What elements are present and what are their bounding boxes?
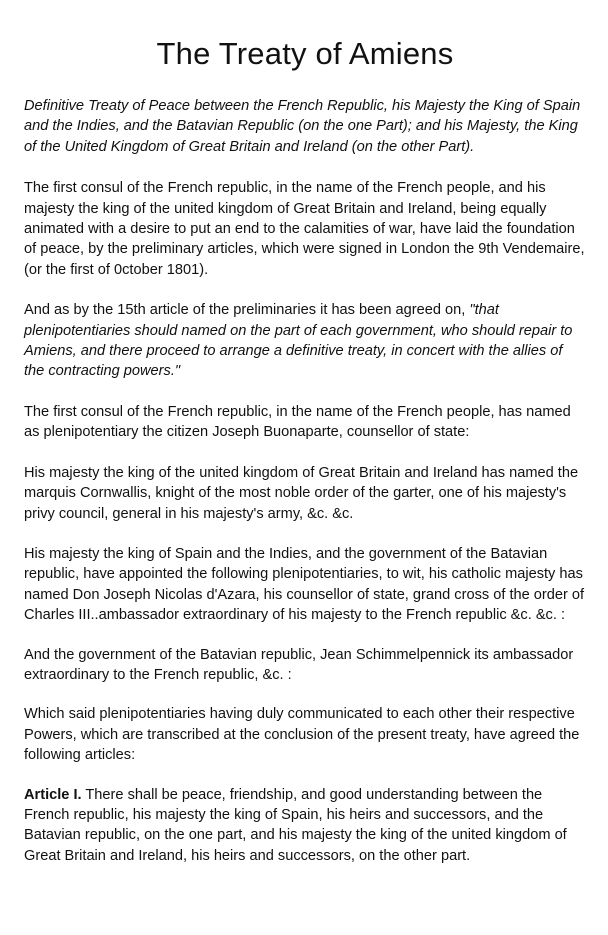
paragraph-15th-article — [24, 300, 586, 382]
paragraph-15th-article-quote: "that plenipotentiaries should named on the part of each government, who should repair to Amiens, and there proceed to arrange a definitive treaty, in concert with the allies of the contracting powers." — [24, 302, 573, 380]
paragraph-french-plenipotentiary: The first consul of the French republic, in the name of the French people, has named as plenipotentiary the citizen Joseph Buonaparte, counsellor of state: — [24, 403, 571, 441]
article-1 — [24, 785, 586, 867]
article-1-text: There shall be peace, friendship, and good understanding between the French republic, his majesty the king of Spain, his heirs and successors, and the Batavian republic, on the one part, and his majesty the king of the united kingdom of Great Britain and Ireland, his heirs and successors, on the other part. — [24, 786, 567, 864]
document-title: The Treaty of Amiens — [156, 36, 454, 71]
paragraph-batavian-plenipotentiary: And the government of the Batavian republic, Jean Schimmelpennick its ambassador extraordinary to the French republic, &c. : — [24, 646, 574, 683]
treaty-intro: Definitive Treaty of Peace between the French Republic, his Majesty the King of Spain and the Indies, and the Batavian Republic (on the one Part); and his Majesty, the King of the United Kingdom of Great Britain and Ireland (on the other Part). — [24, 98, 581, 155]
paragraph-preliminaries: The first consul of the French republic, in the name of the French people, and his majesty the king of the united kingdom of Great Britain and Ireland, being equally animated with a desire to put an end to the calamities of war, have laid the foundation of peace, by the preliminary articles, which were signed in London the 9th Vendemaire, (or the first of 0ctober 1801). — [24, 180, 585, 278]
paragraph-spanish-plenipotentiary: His majesty the king of Spain and the Indies, and the government of the Batavian republic, have appointed the following plenipotentiaries, to wit, his catholic majesty has named Don Joseph Nicolas d'Azara, his counsellor of state, grand cross of the order of Charles III..ambassador extraordinary of his majesty to the French republic &c. &c. : — [24, 545, 585, 624]
paragraph-british-plenipotentiary: His majesty the king of the united kingdom of Great Britain and Ireland has named the marquis Cornwallis, knight of the most noble order of the garter, one of his majesty's privy council, general in his majesty's army, &c. &c. — [24, 464, 579, 522]
paragraph-15th-article-lead: And as by the 15th article of the preliminaries it has been agreed on, — [24, 302, 470, 319]
paragraph-articles-agreed: Which said plenipotentiaries having duly communicated to each other their respective Powers, which are transcribed at the conclusion of the present treaty, have agreed the following articles: — [24, 706, 580, 764]
article-1-label: Article I. — [24, 786, 82, 803]
